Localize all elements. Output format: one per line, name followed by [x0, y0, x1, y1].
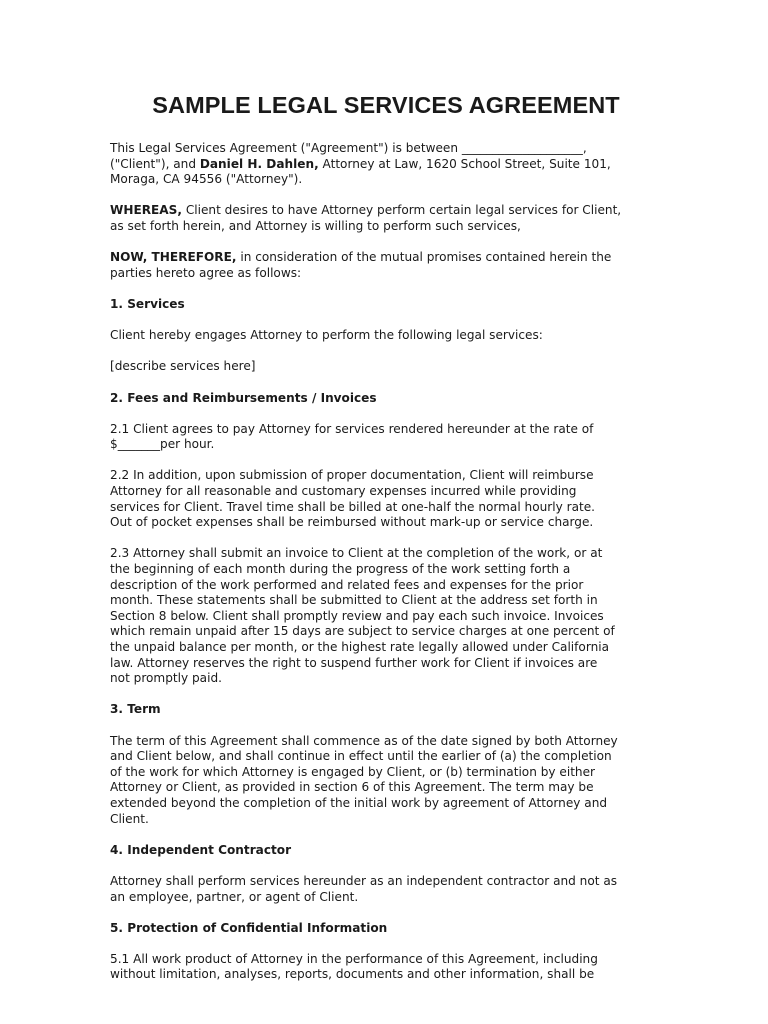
paragraph-line: services for Client. Travel time shall be billed at one-half the normal hourly rate. — [110, 499, 596, 514]
paragraph-line: Attorney for all reasonable and customary expenses incurred while providing — [110, 484, 577, 499]
clause-5-1 — [110, 952, 662, 983]
intro-line: This Legal Services Agreement ("Agreement") is between ____________________, — [110, 141, 587, 155]
whereas-line: as set forth herein, and Attorney is willing to perform such services, — [110, 218, 521, 233]
paragraph-line: the unpaid balance per month, or the highest rate legally allowed under California — [110, 640, 610, 654]
paragraph-line: law. Attorney reserves the right to suspend further work for Client if invoices are — [110, 655, 598, 670]
section-heading-fees: 2. Fees and Reimbursements / Invoices — [110, 390, 377, 405]
whereas-text: Client desires to have Attorney perform certain legal services for Client, — [181, 203, 622, 218]
document-page — [110, 92, 662, 999]
intro-text: Attorney at Law, 1620 School Street, Suite 101, — [318, 156, 611, 171]
paragraph-line: 2.1 Client agrees to pay Attorney for services rendered hereunder at the rate of — [110, 421, 594, 436]
term-paragraph — [110, 734, 662, 828]
paragraph-line: of the work for which Attorney is engaged by Client, or (b) termination by either — [110, 764, 596, 779]
paragraph-line: month. These statements shall be submitted to Client at the address set forth in — [110, 593, 598, 608]
intro-paragraph — [110, 141, 662, 188]
paragraph-line: Attorney or Client, as provided in section 6 of this Agreement. The term may be — [110, 780, 594, 795]
paragraph-line: $_______per hour. — [110, 437, 215, 452]
whereas-line — [110, 203, 662, 219]
paragraph-line: Client. — [110, 811, 149, 826]
paragraph-line: the beginning of each month during the progress of the work setting forth a — [110, 562, 571, 577]
clause-2-1 — [110, 422, 662, 453]
paragraph-line: [describe services here] — [110, 359, 256, 374]
paragraph-line: The term of this Agreement shall commence as of the date signed by both Attorney — [110, 733, 618, 748]
intro-line: Moraga, CA 94556 ("Attorney"). — [110, 172, 303, 187]
paragraph-line: not promptly paid. — [110, 671, 222, 686]
whereas-paragraph — [110, 203, 662, 234]
paragraph-line: 2.3 Attorney shall submit an invoice to Client at the completion of the work, or at — [110, 546, 603, 561]
document-title: SAMPLE LEGAL SERVICES AGREEMENT — [152, 92, 620, 118]
services-paragraph — [110, 328, 662, 344]
intro-text: ("Client"), and — [110, 156, 200, 171]
services-placeholder — [110, 359, 662, 375]
paragraph-line: extended beyond the completion of the initial work by agreement of Attorney and — [110, 795, 608, 810]
paragraph-line: Section 8 below. Client shall promptly review and pay each such invoice. Invoices — [110, 608, 604, 623]
section-heading-services: 1. Services — [110, 296, 185, 311]
now-therefore-line — [110, 250, 662, 266]
paragraph-line: and Client below, and shall continue in effect until the earlier of (a) the completion — [110, 749, 612, 764]
section-heading-term: 3. Term — [110, 702, 161, 717]
paragraph-line: which remain unpaid after 15 days are subject to service charges at one percent of — [110, 624, 615, 639]
section-heading-confidential-information: 5. Protection of Confidential Information — [110, 920, 388, 935]
now-therefore-text: in consideration of the mutual promises contained herein the — [236, 250, 612, 265]
paragraph-line: Out of pocket expenses shall be reimbursed without mark-up or service charge. — [110, 515, 594, 530]
paragraph-line: Client hereby engages Attorney to perform the following legal services: — [110, 328, 543, 343]
now-therefore-paragraph — [110, 250, 662, 281]
paragraph-line: description of the work performed and related fees and expenses for the prior — [110, 577, 584, 592]
now-therefore-line: parties hereto agree as follows: — [110, 265, 302, 280]
now-therefore-keyword: NOW, THEREFORE, — [110, 250, 237, 265]
paragraph-line: 2.2 In addition, upon submission of proper documentation, Client will reimburse — [110, 468, 594, 483]
clause-2-2 — [110, 468, 662, 530]
section-heading-independent-contractor: 4. Independent Contractor — [110, 842, 292, 857]
contractor-paragraph — [110, 874, 662, 905]
paragraph-line: without limitation, analyses, reports, documents and other information, shall be — [110, 967, 595, 982]
clause-2-3 — [110, 546, 662, 686]
paragraph-line: an employee, partner, or agent of Client. — [110, 889, 359, 904]
intro-line — [110, 157, 662, 173]
paragraph-line: 5.1 All work product of Attorney in the performance of this Agreement, including — [110, 951, 598, 966]
paragraph-line: Attorney shall perform services hereunder as an independent contractor and not as — [110, 873, 618, 888]
attorney-name: Daniel H. Dahlen, — [199, 156, 319, 171]
whereas-keyword: WHEREAS, — [110, 203, 182, 218]
